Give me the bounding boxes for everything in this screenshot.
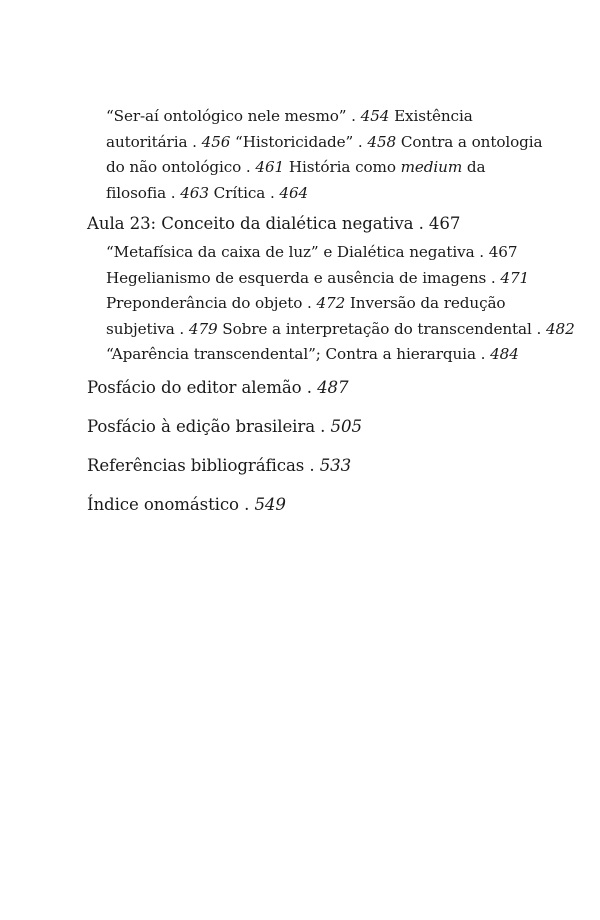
italic-term: medium — [400, 158, 463, 176]
entry-label: Índice onomástico . — [87, 495, 255, 514]
entry-referencias-bibliograficas — [87, 455, 351, 477]
page-number: 458 — [367, 132, 397, 151]
entry-label: Posfácio à edição brasileira . — [87, 417, 331, 436]
subentry-text: Contra a ontologia — [396, 132, 543, 151]
subentry-text: História como — [284, 158, 401, 176]
page-number: 456 — [201, 132, 231, 151]
subentry-text: Existência — [389, 107, 473, 125]
subentry-text: Preponderância do objeto . — [106, 294, 317, 312]
page-number: 472 — [316, 294, 346, 312]
page-number: 484 — [490, 345, 519, 363]
subentry-text: Sobre a interpretação do transcendental . — [217, 319, 546, 338]
page-number: 482 — [545, 319, 575, 338]
subentry-line — [106, 342, 526, 368]
entry-indice-onomastico — [87, 494, 286, 516]
page-number: 461 — [255, 158, 285, 176]
subentry-text: filosofia . — [106, 183, 181, 202]
prev-section-subentries — [106, 104, 543, 206]
entry-posfacio-edicao-brasileira — [87, 416, 362, 438]
page-number: 549 — [254, 495, 286, 514]
page-number: 454 — [360, 107, 390, 125]
subentry-text: “Historicidade” . — [230, 132, 368, 151]
subentry-text: da — [462, 158, 486, 176]
subentry-line — [106, 155, 526, 181]
subentry-text: Inversão da redução — [345, 294, 506, 312]
chapter-title-aula-23: Aula 23: Conceito da dialética negativa . 467 — [87, 214, 461, 233]
subentry-line — [106, 291, 526, 317]
subentry-text: autoritária . — [106, 132, 202, 151]
subentry-line — [106, 130, 543, 156]
entry-label: Posfácio do editor alemão . — [87, 378, 318, 397]
page-number: 471 — [500, 268, 530, 287]
subentry-line — [106, 266, 530, 292]
page-number: 533 — [319, 456, 352, 475]
subentry-text: “Metafísica da caixa de luz” e Dialética negativa . 467 — [106, 243, 518, 261]
page-number: 505 — [330, 417, 362, 436]
entry-posfacio-editor-alemao — [87, 377, 348, 399]
page-number: 487 — [317, 378, 349, 397]
subentry-line — [106, 240, 526, 266]
entry-label: Referências bibliográficas . — [87, 456, 320, 475]
subentry-line — [106, 104, 526, 130]
page-number: 479 — [188, 319, 218, 338]
aula-23-subentries — [106, 240, 575, 368]
page-number: 463 — [180, 183, 209, 202]
subentry-text: Hegelianismo de esquerda e ausência de imagens . — [106, 268, 501, 287]
page-number: 464 — [279, 183, 309, 202]
subentry-text: Crítica . — [208, 183, 280, 202]
subentry-text: “Aparência transcendental”; Contra a hierarquia . — [106, 345, 491, 363]
subentry-text: “Ser-aí ontológico nele mesmo” . — [106, 107, 361, 125]
subentry-line — [106, 317, 575, 343]
subentry-line — [106, 181, 526, 207]
subentry-text: subjetiva . — [106, 319, 189, 338]
subentry-text: do não ontológico . — [106, 158, 256, 176]
